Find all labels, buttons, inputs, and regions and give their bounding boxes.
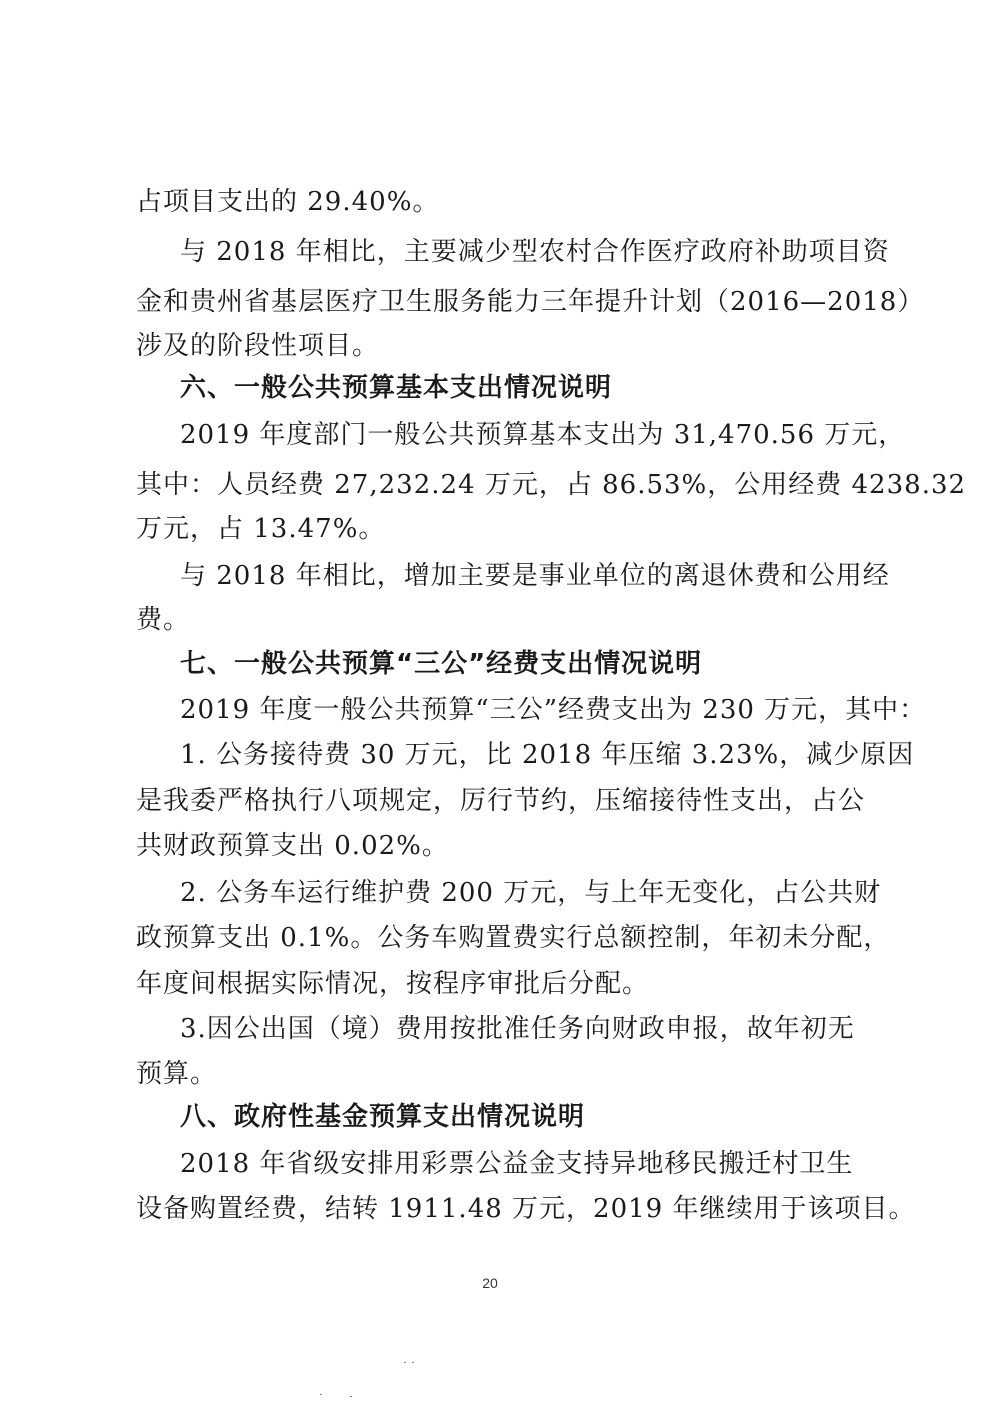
paragraph-line: 设备购置经费，结转 1911.48 万元，2019 年继续用于该项目。 bbox=[136, 1194, 916, 1224]
paragraph-line: 金和贵州省基层医疗卫生服务能力三年提升计划（2016—2018） bbox=[136, 287, 925, 317]
paragraph-line: 与 2018 年相比，增加主要是事业单位的离退休费和公用经 bbox=[180, 561, 890, 591]
paragraph-line: 2019 年度一般公共预算“三公”经费支出为 230 万元，其中： bbox=[180, 695, 927, 725]
paragraph-line: 预算。 bbox=[136, 1059, 218, 1089]
scan-speck bbox=[404, 1362, 406, 1363]
paragraph-line: 共财政预算支出 0.02%。 bbox=[136, 831, 449, 861]
paragraph-line: 涉及的阶段性项目。 bbox=[136, 331, 380, 361]
page-number: 20 bbox=[482, 1275, 498, 1291]
section-heading-6: 六、一般公共预算基本支出情况说明 bbox=[180, 373, 613, 403]
paragraph-line: 年度间根据实际情况，按程序审批后分配。 bbox=[136, 969, 650, 999]
paragraph-line: 是我委严格执行八项规定，厉行节约，压缩接待性支出，占公 bbox=[136, 786, 866, 816]
paragraph-line: 费。 bbox=[136, 605, 191, 635]
scan-speck bbox=[320, 1394, 322, 1395]
paragraph-line: 3.因公出国（境）费用按批准任务向财政申报，故年初无 bbox=[180, 1014, 855, 1044]
paragraph-line: 其中：人员经费 27,232.24 万元，占 86.53%，公用经费 4238.32 bbox=[136, 470, 967, 500]
paragraph-line: 2018 年省级安排用彩票公益金支持异地移民搬迁村卫生 bbox=[180, 1149, 854, 1179]
paragraph-line: 占项目支出的 29.40%。 bbox=[136, 187, 440, 217]
paragraph-line: 万元，占 13.47%。 bbox=[136, 514, 386, 544]
paragraph-line: 2019 年度部门一般公共预算基本支出为 31,470.56 万元， bbox=[180, 420, 906, 450]
scan-speck bbox=[412, 1362, 414, 1363]
paragraph-line: 2. 公务车运行维护费 200 万元，与上年无变化，占公共财 bbox=[180, 878, 882, 908]
scan-speck bbox=[350, 1396, 352, 1397]
section-heading-8: 八、政府性基金预算支出情况说明 bbox=[180, 1102, 586, 1132]
paragraph-line: 与 2018 年相比，主要减少型农村合作医疗政府补助项目资 bbox=[180, 237, 890, 267]
paragraph-line: 政预算支出 0.1%。公务车购置费实行总额控制，年初未分配， bbox=[136, 923, 891, 953]
paragraph-line: 1. 公务接待费 30 万元，比 2018 年压缩 3.23%，减少原因 bbox=[180, 740, 915, 770]
section-heading-7: 七、一般公共预算“三公”经费支出情况说明 bbox=[180, 649, 703, 679]
